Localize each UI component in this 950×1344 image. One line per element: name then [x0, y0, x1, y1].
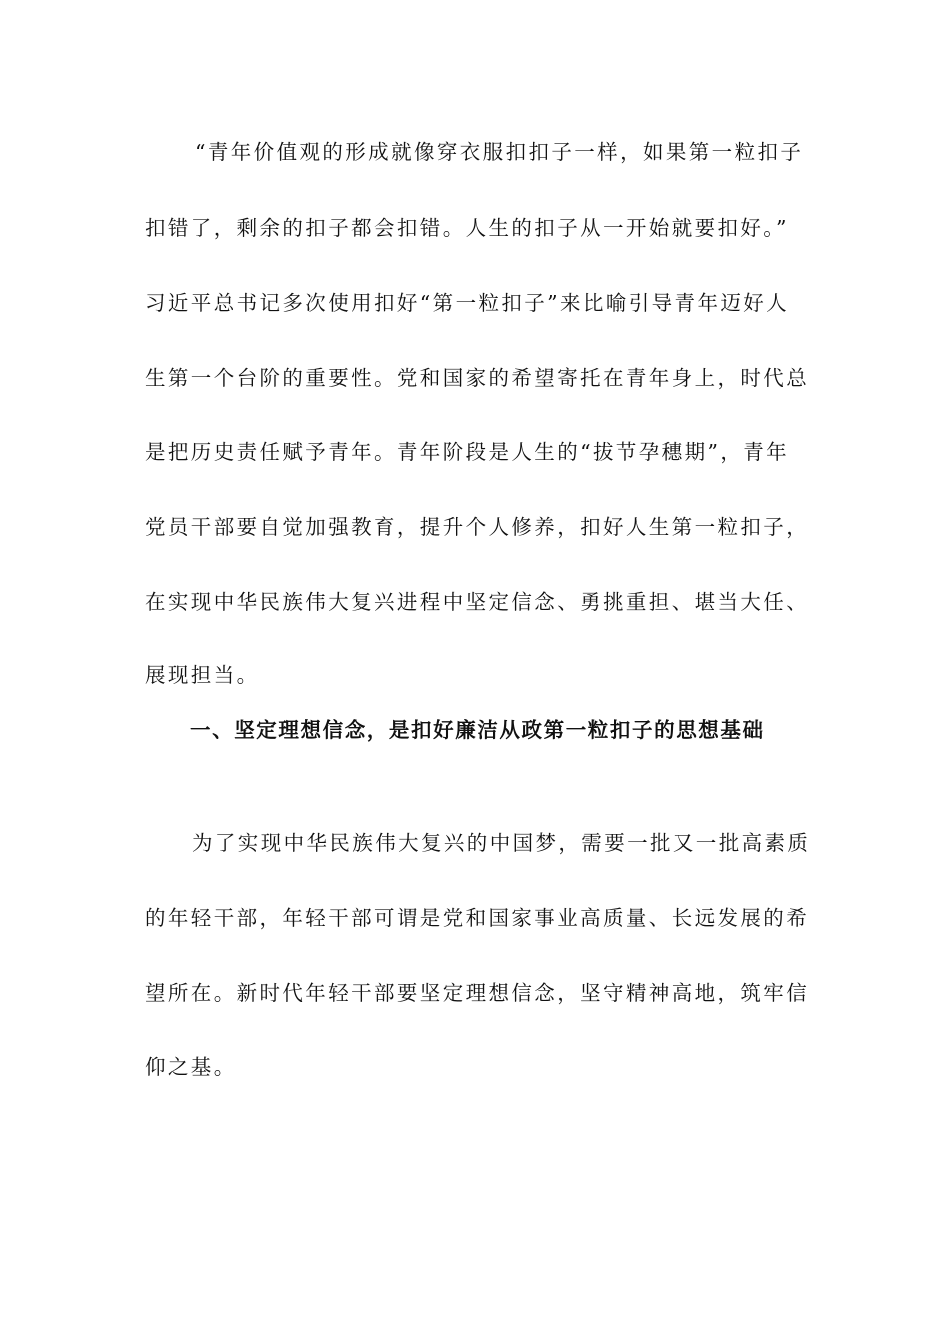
- paragraph-line: 为了实现中华民族伟大复兴的中国梦，需要一批又一批高素质: [192, 831, 811, 855]
- paragraph-line: 扣错了，剩余的扣子都会扣错。人生的扣子从一开始就要扣好。”: [145, 216, 789, 240]
- paragraph-line: 习近平总书记多次使用扣好“第一粒扣子”来比喻引导青年迈好人: [145, 291, 790, 315]
- paragraph-line: 在实现中华民族伟大复兴进程中坚定信念、勇挑重担、堪当大任、: [145, 590, 810, 614]
- section-heading: 一、坚定理想信念，是扣好廉洁从政第一粒扣子的思想基础: [190, 718, 765, 742]
- paragraph-line: 的年轻干部，年轻干部可谓是党和国家事业高质量、长远发展的希: [145, 906, 810, 930]
- paragraph-line: 党员干部要自觉加强教育，提升个人修养，扣好人生第一粒扣子，: [145, 515, 810, 539]
- paragraph-line: 生第一个台阶的重要性。党和国家的希望寄托在青年身上，时代总: [145, 366, 810, 390]
- paragraph-line: 仰之基。: [145, 1055, 237, 1079]
- paragraph-line: “青年价值观的形成就像穿衣服扣扣子一样，如果第一粒扣子: [195, 140, 804, 164]
- paragraph-line: 望所在。新时代年轻干部要坚定理想信念，坚守精神高地，筑牢信: [145, 981, 810, 1005]
- paragraph-line: 展现担当。: [145, 663, 260, 687]
- paragraph-line: 是把历史责任赋予青年。青年阶段是人生的“拔节孕穗期”，青年: [145, 440, 790, 464]
